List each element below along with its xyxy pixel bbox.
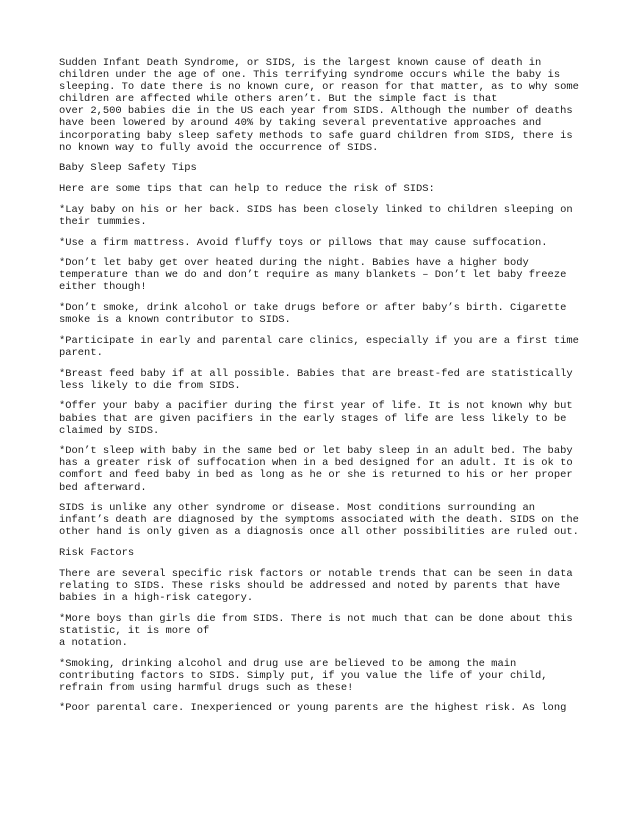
- text-line: *Poor parental care. Inexperienced or young parents are the highest risk. As long: [59, 702, 567, 715]
- section-heading-safety-tips: [59, 162, 584, 174]
- tip-item-overheating: [59, 257, 584, 293]
- risk-item-parental-care: [59, 702, 584, 714]
- text-line: *Lay baby on his or her back. SIDS has been closely linked to children sleeping on: [59, 203, 573, 216]
- text-line: claimed by SIDS.: [59, 424, 160, 437]
- text-line: *Participate in early and parental care clinics, especially if you are a first time: [59, 334, 579, 347]
- text-line: contributing factors to SIDS. Simply put, if you value the life of your child,: [59, 669, 548, 682]
- text-line: children are affected while others aren’t. But the simple fact is that: [59, 93, 498, 106]
- text-line: *Don’t sleep with baby in the same bed or let baby sleep in an adult bed. The baby: [59, 445, 573, 458]
- text-line: *More boys than girls die from SIDS. There is not much that can be done about this: [59, 612, 573, 625]
- text-line: sleeping. To date there is no known cure, or reason for that matter, as to why some: [59, 81, 579, 94]
- text-line: parent.: [59, 346, 103, 359]
- text-line: incorporating baby sleep safety methods to safe guard children from SIDS, there is: [59, 129, 573, 142]
- text-line: *Breast feed baby if at all possible. Babies that are breast-fed are statistically: [59, 367, 573, 380]
- text-line: *Don’t let baby get over heated during the night. Babies have a higher body: [59, 257, 529, 270]
- tip-item-firm-mattress: [59, 237, 584, 249]
- text-line: relating to SIDS. These risks should be addressed and noted by parents that have: [59, 579, 561, 592]
- heading-text: Baby Sleep Safety Tips: [59, 162, 197, 175]
- tips-intro-paragraph: [59, 183, 584, 195]
- text-line: smoke is a known contributor to SIDS.: [59, 314, 291, 327]
- tip-item-pacifier: [59, 400, 584, 436]
- heading-text: Risk Factors: [59, 547, 135, 560]
- text-line: their tummies.: [59, 215, 147, 228]
- tip-item-no-smoking: [59, 302, 584, 326]
- text-line: have been lowered by around 40% by taking several preventative approaches and: [59, 117, 542, 130]
- text-line: either though!: [59, 281, 147, 294]
- sids-diagnosis-paragraph: [59, 502, 584, 538]
- text-line: no known way to fully avoid the occurrence of SIDS.: [59, 141, 379, 154]
- text-line: a notation.: [59, 636, 128, 649]
- risk-intro-paragraph: [59, 568, 584, 604]
- text-line: *Don’t smoke, drink alcohol or take drugs before or after baby’s birth. Cigarette: [59, 302, 567, 315]
- text-line: *Use a firm mattress. Avoid fluffy toys or pillows that may cause suffocation.: [59, 236, 548, 249]
- tip-item-shared-bed: [59, 445, 584, 493]
- text-line: babies that are given pacifiers in the early stages of life are less likely to be: [59, 412, 567, 425]
- document-page: [59, 57, 584, 723]
- text-line: temperature than we do and don’t require as many blankets – Don’t let baby freeze: [59, 269, 567, 282]
- text-line: comfort and feed baby in bed as long as he or she is returned to his or her proper: [59, 469, 573, 482]
- text-line: refrain from using harmful drugs such as these!: [59, 681, 354, 694]
- text-line: over 2,500 babies die in the US each year from SIDS. Although the number of deaths: [59, 105, 573, 118]
- text-line: infant’s death are diagnosed by the symptoms associated with the death. SIDS on the: [59, 514, 579, 527]
- text-line: statistic, it is more of: [59, 624, 210, 637]
- tip-item-care-clinics: [59, 335, 584, 359]
- text-line: There are several specific risk factors or notable trends that can be seen in data: [59, 567, 573, 580]
- text-line: Sudden Infant Death Syndrome, or SIDS, is the largest known cause of death in: [59, 57, 542, 69]
- text-line: other hand is only given as a diagnosis once all other possibilities are ruled out.: [59, 526, 579, 539]
- text-line: bed afterward.: [59, 481, 147, 494]
- text-line: *Smoking, drinking alcohol and drug use are believed to be among the main: [59, 657, 517, 670]
- text-line: less likely to die from SIDS.: [59, 379, 241, 392]
- section-heading-risk-factors: [59, 547, 584, 559]
- text-line: SIDS is unlike any other syndrome or disease. Most conditions surrounding an: [59, 502, 536, 515]
- text-line: children under the age of one. This terrifying syndrome occurs while the baby is: [59, 69, 561, 82]
- text-line: has a greater risk of suffocation when in a bed designed for an adult. It is ok to: [59, 457, 573, 470]
- tip-item-breast-feed: [59, 368, 584, 392]
- tip-item-back-sleeping: [59, 204, 584, 228]
- intro-paragraph: [59, 57, 584, 154]
- text-line: Here are some tips that can help to reduce the risk of SIDS:: [59, 183, 435, 196]
- text-line: babies in a high-risk category.: [59, 592, 254, 604]
- risk-item-substance-use: [59, 658, 584, 694]
- risk-item-gender: [59, 613, 584, 649]
- text-line: *Offer your baby a pacifier during the first year of life. It is not known why but: [59, 400, 573, 413]
